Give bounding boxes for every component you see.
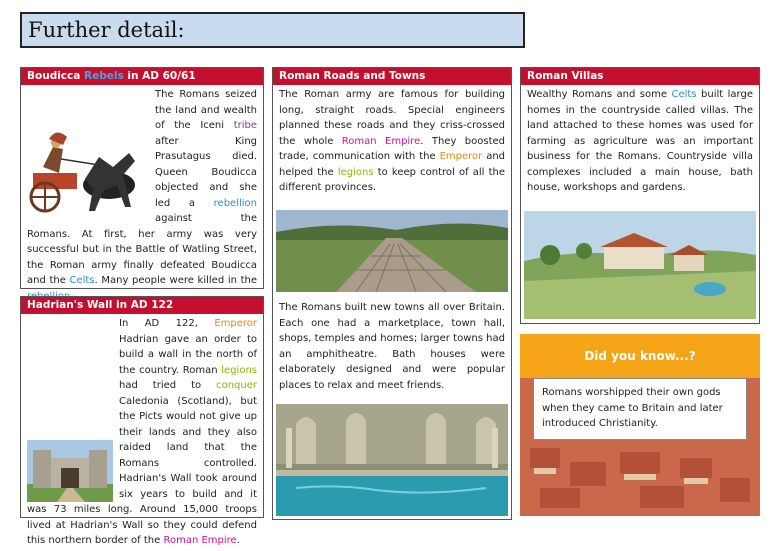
- boudicca-heading-date: in AD 60/61: [123, 70, 196, 82]
- boudicca-p3: against the Romans. At first, her army was very successful but in the Battle of Watling Street, the Roman army finally defeated Boudicca and the: [27, 213, 257, 286]
- keyword-tribe: tribe: [233, 120, 257, 131]
- villas-p2: built large homes in the countryside called villas. The land attached to these homes was used for farming as agriculture was an important business for the Romans. Countryside villa complexes included a main house, bath house, workshops and gardens.: [527, 89, 753, 193]
- hadrian-p4: Caledonia (Scotland), but the Picts would not give up their lands and they also raided land that the Romans controlled. Hadrian's Wall took around six years to build and it was 73 miles long. Around 15,000 troops lived at Hadrian's Wall so they could defend this northern border of the: [27, 395, 257, 546]
- boudicca-heading-highlight: Rebels: [84, 70, 124, 82]
- roads-card: [272, 67, 512, 520]
- roads-p1: The Roman army are famous for building long, straight roads. Special engineers planned these roads and they criss-crossed the whole: [279, 89, 505, 147]
- boudicca-text: [21, 85, 263, 306]
- roads-text: [273, 85, 511, 209]
- keyword-rebellion: rebellion: [213, 197, 257, 209]
- boudicca-card: [20, 67, 264, 289]
- keyword-legions: legions: [221, 364, 257, 376]
- chariot-image: [23, 127, 151, 219]
- page-title: Further detail:: [20, 12, 525, 48]
- keyword-emperor: Emperor: [214, 318, 257, 329]
- roman-road-image: [276, 210, 508, 292]
- roads-p4: to keep control of all the different provinces.: [279, 166, 505, 193]
- did-you-know-heading: Did you know...?: [520, 334, 760, 378]
- roads-p2: . They boosted trade, communication with the: [279, 135, 505, 162]
- villas-p1: Wealthy Romans and some: [527, 89, 672, 100]
- keyword-roman-empire: Roman Empire: [341, 135, 421, 147]
- hadrian-text: [21, 314, 263, 551]
- hadrian-card: [20, 296, 264, 546]
- roads-towns-text: [273, 298, 511, 395]
- boudicca-p2: after King Prasutagus died. Queen Boudicca objected and she led a: [155, 135, 257, 209]
- boudicca-heading: [21, 68, 263, 85]
- did-you-know-text: Romans worshipped their own gods when they came to Britain and later introduced Christianity.: [533, 378, 747, 440]
- hadrian-p3: had tried to: [119, 380, 217, 391]
- fort-image: [27, 440, 113, 502]
- bath-house-image: [276, 404, 508, 516]
- villa-image: [524, 211, 756, 319]
- hadrian-heading: Hadrian's Wall in AD 122: [21, 297, 263, 314]
- roads-p3: and helped the: [279, 151, 506, 178]
- hadrian-p1: In AD 122,: [119, 318, 215, 329]
- boudicca-p1: The Romans seized the land and wealth of the Iceni: [155, 89, 257, 131]
- boudicca-p4: . Many people were killed in the: [94, 275, 257, 286]
- keyword-conquer: conquer: [216, 380, 257, 391]
- towns-paragraph: The Romans built new towns all over Britain. Each one had a marketplace, town hall, shops, temples and homes; larger towns had an amphitheatre. Bath houses were elaborately designed and were popular places to relax and meet friends.: [279, 302, 505, 391]
- keyword-emperor: Emperor: [439, 151, 483, 162]
- villas-card: [520, 67, 760, 324]
- boudicca-heading-text: Boudicca: [27, 70, 84, 82]
- keyword-celts: Celts: [671, 89, 697, 100]
- keyword-celts: Celts: [69, 275, 95, 286]
- hadrian-p2: Hadrian gave an order to build a wall in the north of the country. Roman: [119, 333, 257, 376]
- hadrian-p5: .: [236, 535, 240, 546]
- villas-heading: Roman Villas: [521, 68, 759, 85]
- roads-heading: Roman Roads and Towns: [273, 68, 511, 85]
- keyword-legions: legions: [337, 166, 374, 178]
- keyword-roman-empire: Roman Empire: [163, 535, 237, 546]
- villas-text: [521, 85, 759, 209]
